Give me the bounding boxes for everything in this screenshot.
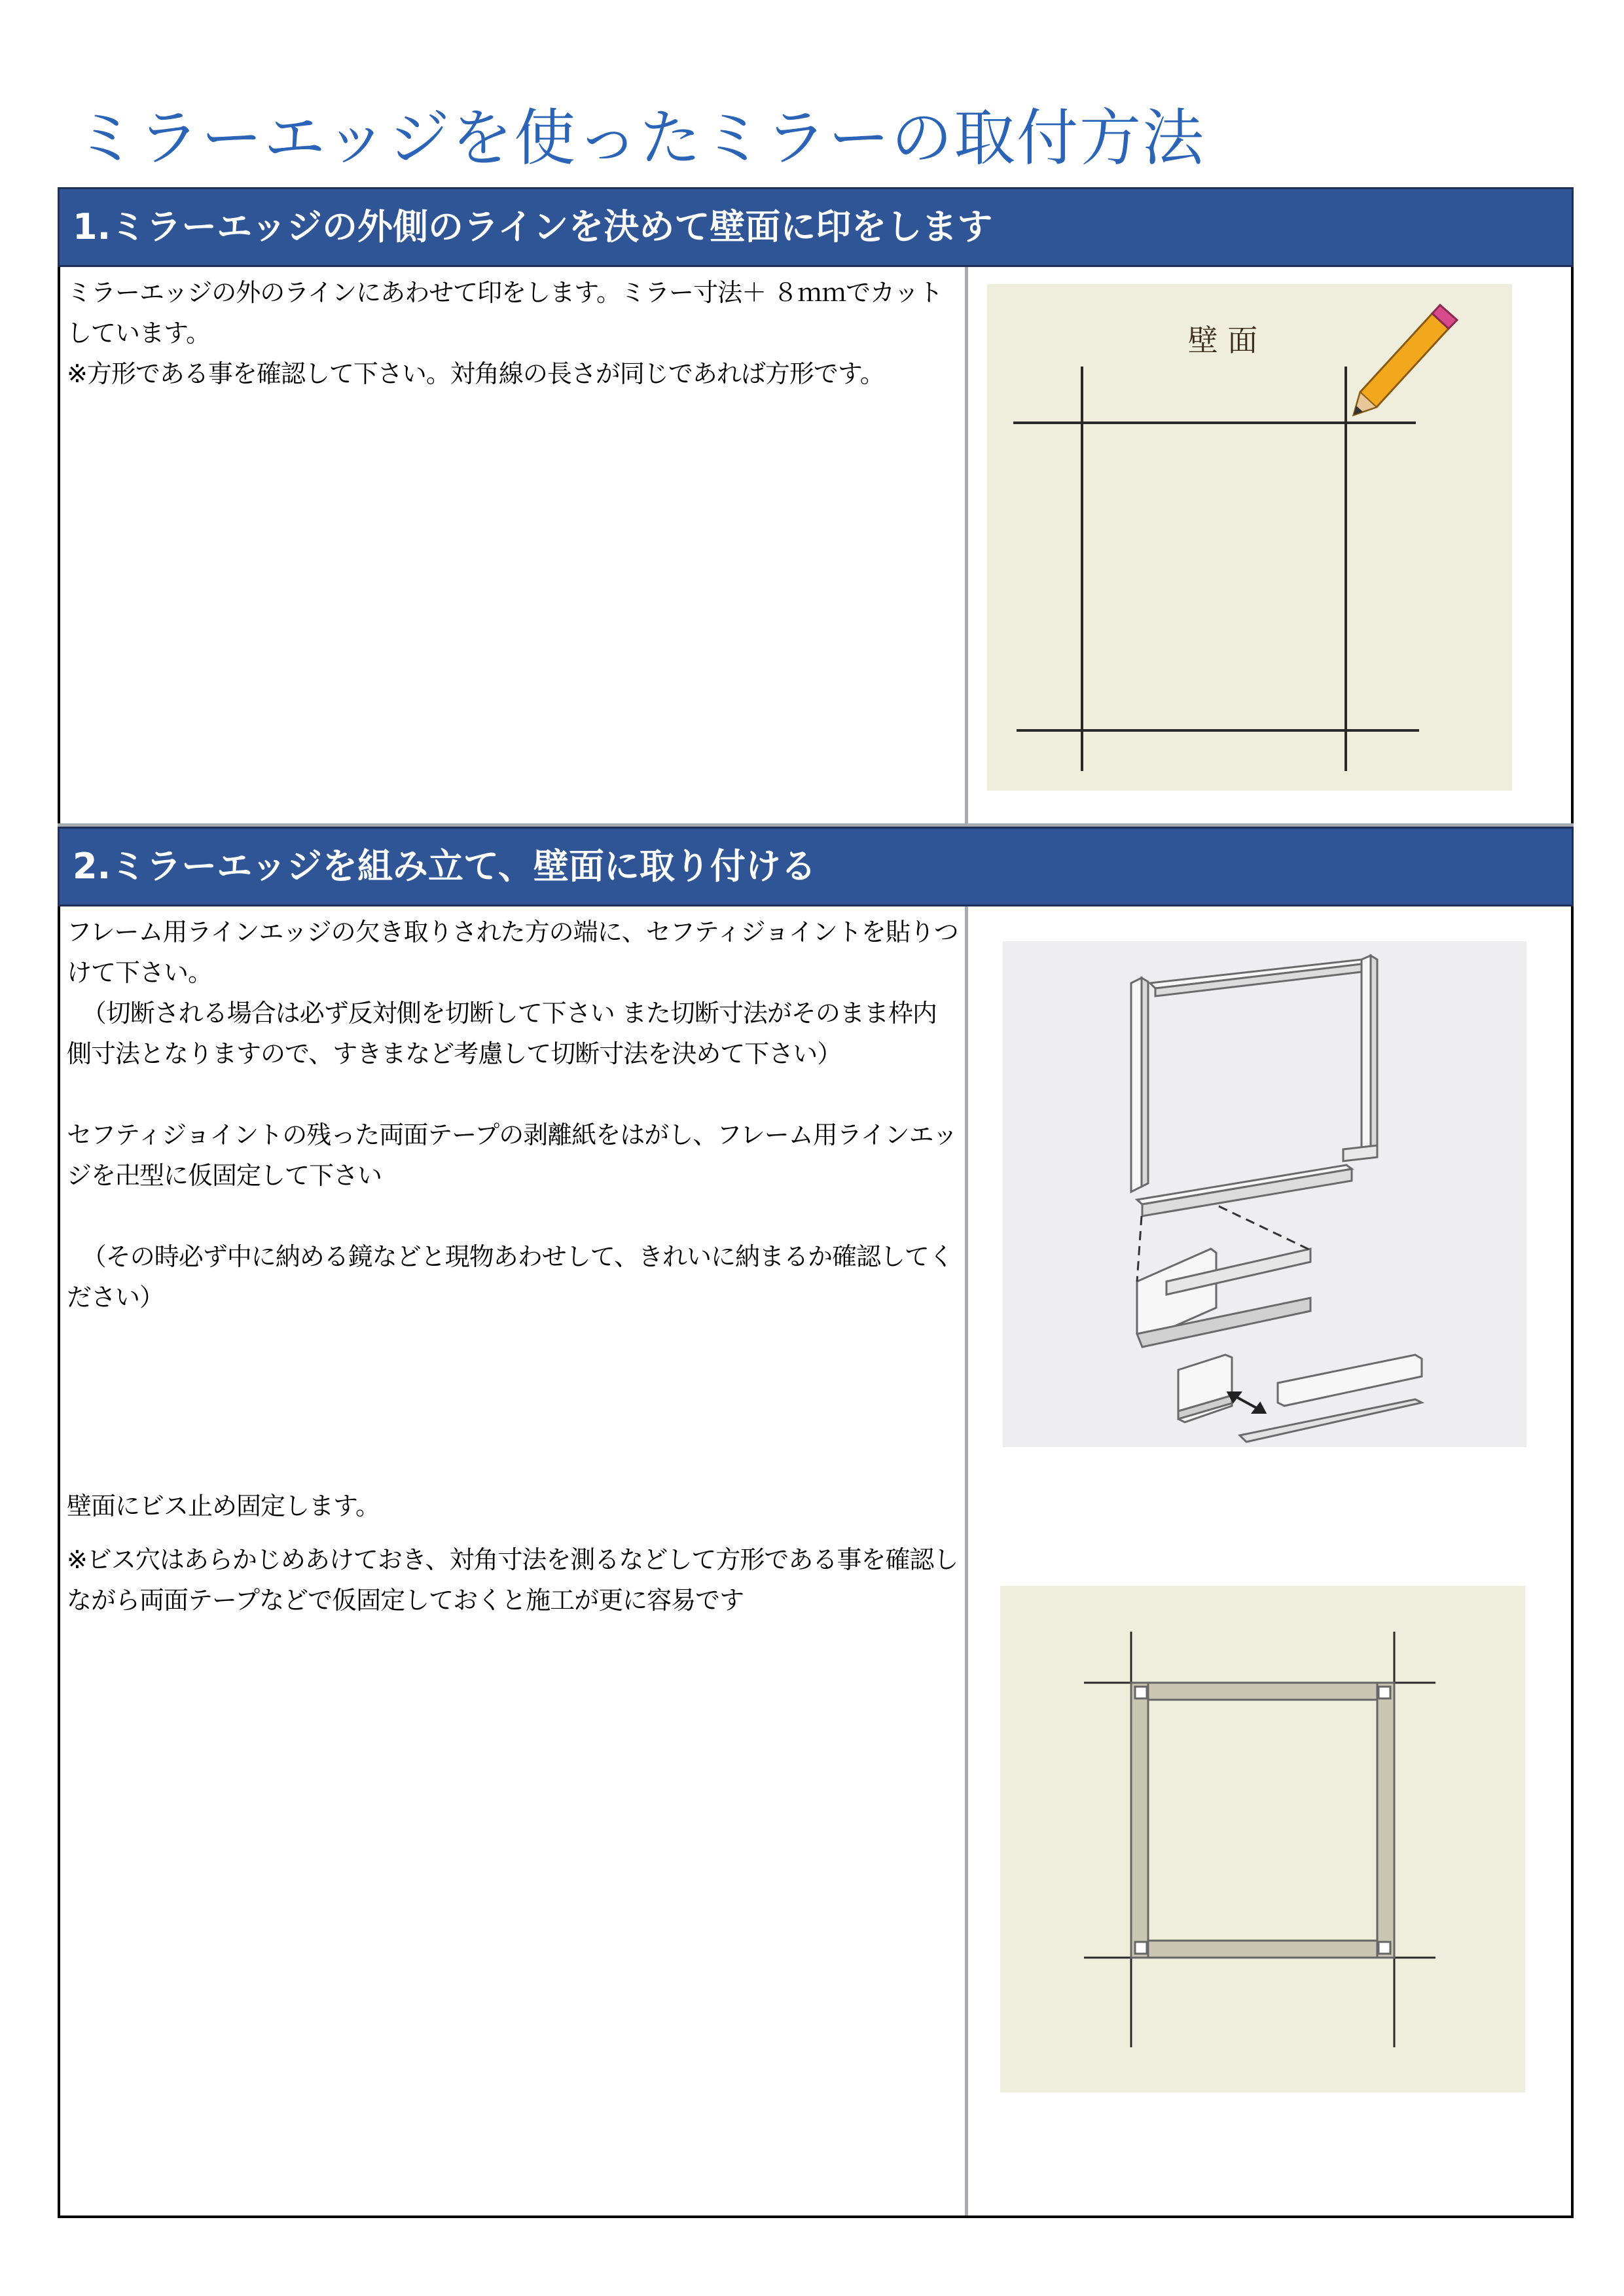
section-2-paragraph — [67, 1196, 960, 1236]
section-2-text-a — [67, 912, 960, 1318]
section-2-paragraph: （その時必ず中に納める鏡などと現物あわせして、きれいに納まるか確認してください） — [67, 1242, 954, 1312]
section-1-text — [67, 272, 960, 394]
page-title: ミラーエッジを使ったミラーの取付方法 — [75, 103, 1206, 174]
section-2-paragraph — [67, 1074, 960, 1115]
column-divider — [965, 906, 968, 2215]
section-2-paragraph: ※ビス穴はあらかじめあけておき、対角寸法を測るなどして方形である事を確認しながら両面テープなどで仮固定しておくと施工が更に容易です — [67, 1545, 958, 1615]
frame-assembly-illustration — [1003, 941, 1526, 1447]
section-2-paragraph: （切断される場合は必ず反対側を切断して下さい また切断寸法がそのまま枠内側寸法となりますので、すきまなど考慮して切断寸法を決めて下さい） — [67, 999, 937, 1068]
section-2-header: 2.ミラーエッジを組み立て、壁面に取り付ける — [58, 827, 1574, 906]
wall-background — [987, 284, 1512, 791]
section-1-header: 1.ミラーエッジの外側のラインを決めて壁面に印をします — [58, 187, 1574, 267]
section-2-paragraph: フレーム用ラインエッジの欠き取りされた方の端に、セフティジョイントを貼りつけて下さい。 — [67, 918, 958, 987]
section-2-text-b — [67, 1486, 960, 1621]
section-1-body — [58, 267, 1574, 823]
wall-label: 壁 面 — [1187, 323, 1258, 358]
section-2-body — [58, 906, 1574, 2215]
section-1-paragraph: ミラーエッジの外のラインにあわせて印をします。ミラー寸法＋ ８ｍｍでカットしています。 — [67, 278, 943, 348]
wall-marking-illustration — [987, 284, 1512, 791]
bottom-border — [58, 2215, 1574, 2218]
section-1-paragraph: ※方形である事を確認して下さい。対角線の長さが同じであれば方形です。 — [67, 359, 884, 388]
installed-frame-illustration — [1000, 1586, 1525, 2092]
section-2-paragraph: セフティジョイントの残った両面テープの剥離紙をはがし、フレーム用ラインエッジを卍型に仮固定して下さい — [67, 1121, 957, 1190]
column-divider — [965, 267, 968, 823]
section-2-paragraph: 壁面にビス止め固定します。 — [67, 1492, 380, 1520]
